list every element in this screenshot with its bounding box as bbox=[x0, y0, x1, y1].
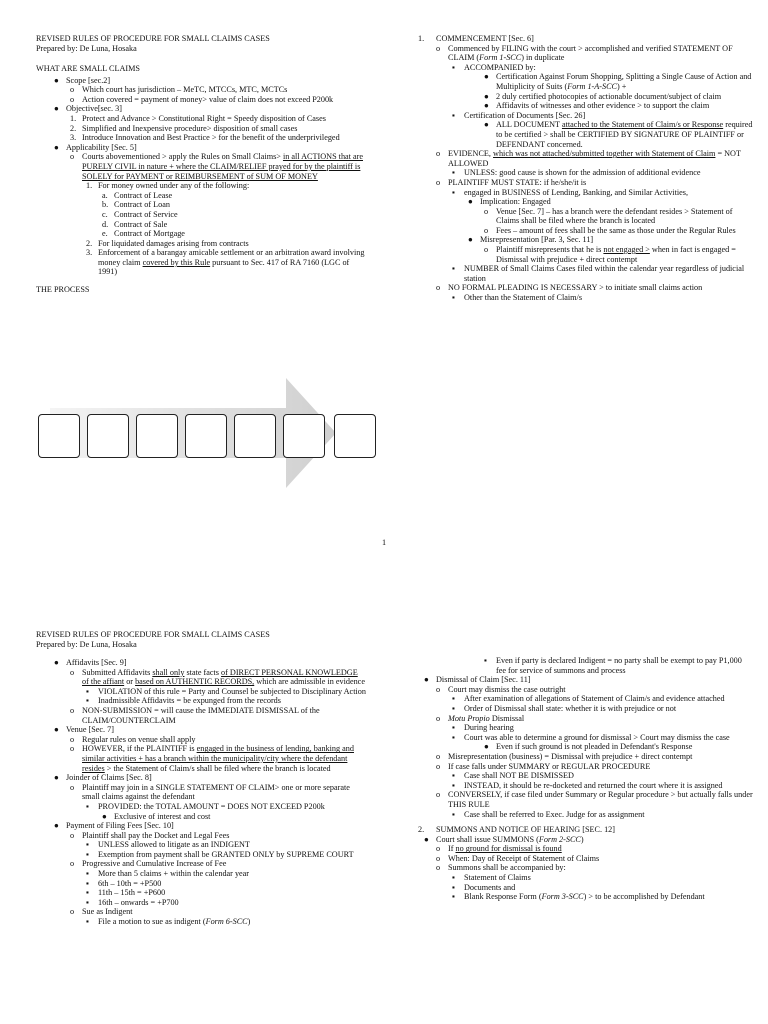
list-item: o PLAINTIFF MUST STATE: if he/she/it is bbox=[436, 177, 587, 187]
square-bullet-icon: ▪ bbox=[86, 878, 89, 888]
circle-bullet-icon: o bbox=[70, 152, 75, 162]
square-bullet-icon: ▪ bbox=[86, 888, 89, 898]
list-item: o Sue as Indigent bbox=[70, 907, 133, 917]
list-item: ▪ File a motion to sue as indigent (Form 6-SCC) bbox=[86, 917, 251, 927]
circle-bullet-icon: o bbox=[70, 734, 75, 744]
bullet-icon: ● bbox=[468, 235, 473, 245]
process-step-box bbox=[185, 414, 227, 458]
list-item: ● Implication: Engaged bbox=[468, 197, 551, 207]
square-bullet-icon: ▪ bbox=[452, 187, 455, 197]
page-header bbox=[36, 34, 270, 53]
list-item: ● Venue [Sec. 7] bbox=[54, 725, 114, 735]
list-item: ▪ ACCOMPANIED by: bbox=[452, 62, 536, 72]
list-item: o HOWEVER, if the PLAINTIFF is engaged in the business of lending, banking and similar activities + has a branch within the municipality/city where the defendant resides > the Statement of Claim/s shall be filed where the branch is located bbox=[70, 744, 354, 773]
list-item: 2. Simplified and Inexpensive procedure> disposition of small cases bbox=[70, 123, 298, 133]
list-item: ● Affidavits of witnesses and other evidence > to support the claim bbox=[484, 101, 710, 111]
square-bullet-icon: ▪ bbox=[86, 897, 89, 907]
square-bullet-icon: ▪ bbox=[452, 771, 455, 781]
list-item: o Fees – amount of fees shall be the same as those under the Regular Rules bbox=[484, 225, 736, 235]
list-item: ▪ 6th – 10th = +P500 bbox=[86, 878, 162, 888]
list-item: o NO FORMAL PLEADING IS NECESSARY > to initiate small claims action bbox=[436, 283, 703, 293]
list-item: ▪ PROVIDED: the TOTAL AMOUNT = DOES NOT EXCEED P200k bbox=[86, 801, 325, 811]
list-item: o Court may dismiss the case outright bbox=[436, 684, 566, 694]
bullet-icon: ● bbox=[54, 658, 59, 667]
bullet-icon: ● bbox=[102, 811, 107, 821]
square-bullet-icon: ▪ bbox=[452, 694, 455, 704]
list-item: o EVIDENCE, which was not attached/submitted together with Statement of Claim = NOT ALLOWED bbox=[436, 149, 741, 168]
list-item: o Misrepresentation (business) = Dismissal with prejudice + direct contempt bbox=[436, 751, 693, 761]
page-number: 1 bbox=[382, 538, 387, 547]
list-item: 1. Protect and Advance > Constitutional Right = Speedy disposition of Cases bbox=[70, 113, 326, 123]
list-item: 3. Enforcement of a barangay amicable settlement or an arbitration award involving money claim covered by this Rule pursuant to Sec. 417 of RA 7160 (LGC of 1991) bbox=[86, 248, 365, 277]
bullet-icon: ● bbox=[484, 120, 489, 130]
list-item: ● Dismissal of Claim [Sec. 11] bbox=[424, 675, 531, 685]
list-item: ● 2 duly certified photocopies of actionable document/subject of claim bbox=[484, 91, 722, 101]
circle-bullet-icon: o bbox=[436, 149, 441, 159]
square-bullet-icon: ▪ bbox=[452, 732, 455, 742]
list-item: 3. Introduce Innovation and Best Practice > for the benefit of the underprivileged bbox=[70, 133, 340, 143]
process-step-box bbox=[334, 414, 376, 458]
list-item: ▪ Inadmissible Affidavits = be expunged from the records bbox=[86, 696, 281, 706]
page-header bbox=[36, 630, 270, 649]
bullet-icon: ● bbox=[54, 104, 59, 114]
page-gap bbox=[0, 566, 768, 580]
document-title: REVISED RULES OF PROCEDURE FOR SMALL CLAIMS CASES bbox=[36, 34, 270, 43]
square-bullet-icon: ▪ bbox=[86, 917, 89, 927]
square-bullet-icon: ▪ bbox=[452, 293, 455, 303]
list-item: ▪ Exemption from payment shall be GRANTED ONLY by SUPREME COURT bbox=[86, 849, 354, 859]
prepared-by: Prepared by: De Luna, Hosaka bbox=[36, 43, 137, 53]
list-item: o NON-SUBMISSION = will cause the IMMEDIATE DISMISSAL of the CLAIM/COUNTERCLAIM bbox=[70, 705, 320, 725]
circle-bullet-icon: o bbox=[70, 667, 75, 677]
list-item: ▪ engaged in BUSINESS of Lending, Banking, and Similar Activities, bbox=[452, 187, 688, 197]
list-item: ▪ 16th – onwards = +P700 bbox=[86, 897, 179, 907]
circle-bullet-icon: o bbox=[70, 907, 75, 917]
list-item: o Which court has jurisdiction – MeTC, MTCCs, MTC, MCTCs bbox=[70, 85, 288, 95]
circle-bullet-icon: o bbox=[70, 782, 75, 792]
process-step-box bbox=[283, 414, 325, 458]
list-item: ▪ Statement of Claims bbox=[452, 873, 531, 883]
list-item: ▪ NUMBER of Small Claims Cases filed within the calendar year regardless of judicial station bbox=[452, 264, 745, 283]
left-column bbox=[36, 64, 366, 297]
bullet-icon: ● bbox=[54, 821, 59, 831]
list-item: ▪ Blank Response Form (Form 3-SCC) > to be accomplished by Defendant bbox=[452, 892, 705, 902]
circle-bullet-icon: o bbox=[436, 844, 441, 854]
list-item: o Courts abovementioned > apply the Rules on Small Claims> in all ACTIONS that are PURELY CIVIL in nature + where the CLAIM/RELIEF prayed for by the plaintiff is SOLELY for PAYMENT or REIMBURSEMENT of SUM OF MONEY bbox=[70, 152, 363, 181]
circle-bullet-icon: o bbox=[70, 94, 75, 104]
circle-bullet-icon: o bbox=[436, 751, 441, 761]
circle-bullet-icon: o bbox=[436, 790, 441, 800]
list-item: ▪ Even if party is declared Indigent = no party shall be exempt to pay P1,000 fee for service of summons and process bbox=[484, 656, 742, 675]
square-bullet-icon: ▪ bbox=[86, 840, 89, 850]
list-item: ● Applicability [Sec. 5] bbox=[54, 142, 137, 152]
bullet-icon: ● bbox=[424, 834, 429, 844]
list-item: ● Scope [sec.2] bbox=[54, 75, 111, 85]
bullet-icon: ● bbox=[54, 773, 59, 783]
circle-bullet-icon: o bbox=[70, 744, 75, 754]
list-item: o CONVERSELY, if case filed under Summary or Regular procedure > but actually falls under THIS RULE bbox=[436, 790, 753, 809]
square-bullet-icon: ▪ bbox=[484, 656, 487, 665]
list-item: ▪ During hearing bbox=[452, 723, 514, 733]
bullet-icon: ● bbox=[484, 101, 489, 111]
square-bullet-icon: ▪ bbox=[452, 809, 455, 819]
list-item: 2. SUMMONS AND NOTICE OF HEARING [SEC. 12] bbox=[418, 825, 615, 835]
list-item: ▪ Case shall NOT BE DISMISSED bbox=[452, 771, 574, 781]
circle-bullet-icon: o bbox=[70, 705, 75, 715]
document-title: REVISED RULES OF PROCEDURE FOR SMALL CLAIMS CASES bbox=[36, 630, 270, 639]
process-title: THE PROCESS bbox=[36, 285, 90, 295]
circle-bullet-icon: o bbox=[436, 713, 441, 723]
list-item: o Progressive and Cumulative Increase of Fee bbox=[70, 859, 227, 869]
list-item: ▪ Other than the Statement of Claim/s bbox=[452, 293, 583, 303]
circle-bullet-icon: o bbox=[70, 85, 75, 95]
list-item: o Plaintiff misrepresents that he is not engaged > when in fact is engaged = Dismissal with prejudice + direct contempt bbox=[484, 245, 736, 264]
list-item: ▪ Case shall be referred to Exec. Judge for as assignment bbox=[452, 809, 645, 819]
list-item: ● Joinder of Claims [Sec. 8] bbox=[54, 773, 152, 783]
list-item: 2. For liquidated damages arising from contracts bbox=[86, 238, 249, 248]
process-step-box bbox=[136, 414, 178, 458]
square-bullet-icon: ▪ bbox=[452, 168, 455, 178]
list-item: a. Contract of Lease bbox=[102, 190, 173, 200]
list-item: o If case falls under SUMMARY or REGULAR PROCEDURE bbox=[436, 761, 651, 771]
list-item: o Submitted Affidavits shall only state facts of DIRECT PERSONAL KNOWLEDGE of the affiant or based on AUTHENTIC RECORDS, which are admissible in evidence bbox=[70, 667, 365, 687]
list-item: ● ALL DOCUMENT attached to the Statement of Claim/s or Response required to be certified > shall be CERTIFIED BY SIGNATURE OF PLAINTIFF or DEFENDANT concerned. bbox=[484, 120, 753, 149]
process-step-box bbox=[234, 414, 276, 458]
list-item: o When: Day of Receipt of Statement of Claims bbox=[436, 853, 600, 863]
list-item: ● Even if such ground is not pleaded in Defendant's Response bbox=[484, 742, 693, 752]
square-bullet-icon: ▪ bbox=[86, 849, 89, 859]
list-item: ▪ INSTEAD, it should be re-docketed and returned the court where it is assigned bbox=[452, 780, 723, 790]
list-item: ▪ VIOLATION of this rule = Party and Counsel be subjected to Disciplinary Action bbox=[86, 686, 366, 696]
list-item: o Commenced by FILING with the court > accomplished and verified STATEMENT OF CLAIM (Form 1-SCC) in duplicate bbox=[436, 43, 733, 63]
bullet-icon: ● bbox=[484, 742, 489, 752]
list-item: ● Payment of Filing Fees [Sec. 10] bbox=[54, 821, 174, 831]
square-bullet-icon: ▪ bbox=[86, 686, 89, 696]
list-item: o Plaintiff may join in a SINGLE STATEMENT OF CLAIM> one or more separate small claims against the defendant bbox=[70, 782, 350, 802]
list-item: ▪ UNLESS: good cause is shown for the admission of additional evidence bbox=[452, 168, 701, 178]
circle-bullet-icon: o bbox=[436, 43, 441, 53]
process-step-box bbox=[38, 414, 80, 458]
list-item: o Venue [Sec. 7] – has a branch were the defendant resides > Statement of Claims shall be filed where the branch is located bbox=[484, 206, 733, 226]
square-bullet-icon: ▪ bbox=[452, 62, 455, 72]
section-title: WHAT ARE SMALL CLAIMS bbox=[36, 64, 140, 73]
square-bullet-icon: ▪ bbox=[452, 780, 455, 790]
process-step-box bbox=[87, 414, 129, 458]
list-item: ● Misrepresentation [Par. 3, Sec. 11] bbox=[468, 235, 594, 245]
bullet-icon: ● bbox=[54, 142, 59, 152]
bullet-icon: ● bbox=[484, 72, 489, 82]
bullet-icon: ● bbox=[54, 75, 59, 85]
list-item: o Summons shall be accompanied by: bbox=[436, 863, 566, 873]
circle-bullet-icon: o bbox=[436, 761, 441, 771]
list-item: o Regular rules on venue shall apply bbox=[70, 734, 196, 744]
list-item: ● Affidavits [Sec. 9] bbox=[54, 658, 127, 667]
list-item: d. Contract of Sale bbox=[102, 219, 168, 229]
circle-bullet-icon: o bbox=[436, 863, 441, 873]
square-bullet-icon: ▪ bbox=[86, 869, 89, 879]
square-bullet-icon: ▪ bbox=[452, 110, 455, 120]
bullet-icon: ● bbox=[468, 197, 473, 207]
square-bullet-icon: ▪ bbox=[452, 882, 455, 892]
page-2 bbox=[0, 580, 768, 1024]
circle-bullet-icon: o bbox=[436, 177, 441, 187]
list-item: o Action covered = payment of money> value of claim does not exceed P200k bbox=[70, 94, 334, 104]
list-item: ● Exclusive of interest and cost bbox=[102, 811, 211, 821]
bullet-icon: ● bbox=[424, 675, 429, 685]
list-item: ▪ Court was able to determine a ground for dismissal > Court may dismiss the case bbox=[452, 732, 730, 742]
bullet-icon: ● bbox=[54, 725, 59, 735]
square-bullet-icon: ▪ bbox=[452, 264, 455, 274]
list-item: c. Contract of Service bbox=[102, 209, 178, 219]
list-item: ● Court shall issue SUMMONS (Form 2-SCC) bbox=[424, 834, 584, 844]
list-item: o Plaintiff shall pay the Docket and Legal Fees bbox=[70, 830, 230, 840]
square-bullet-icon: ▪ bbox=[86, 696, 89, 706]
list-item: ▪ After examination of allegations of Statement of Claim/s and evidence attached bbox=[452, 694, 725, 704]
circle-bullet-icon: o bbox=[70, 859, 75, 869]
list-item: ▪ 11th – 15th = +P600 bbox=[86, 888, 166, 898]
square-bullet-icon: ▪ bbox=[452, 723, 455, 733]
circle-bullet-icon: o bbox=[436, 853, 441, 863]
circle-bullet-icon: o bbox=[436, 283, 441, 293]
square-bullet-icon: ▪ bbox=[452, 873, 455, 883]
circle-bullet-icon: o bbox=[484, 206, 489, 216]
square-bullet-icon: ▪ bbox=[86, 801, 89, 811]
list-item: ● Objective[sec. 3] bbox=[54, 104, 122, 114]
list-item: ▪ Certification of Documents [Sec. 26] bbox=[452, 110, 586, 120]
list-item: o Motu Propio Dismissal bbox=[436, 713, 525, 723]
list-item: e. Contract of Mortgage bbox=[102, 229, 185, 239]
list-item: ▪ Documents and bbox=[452, 882, 516, 892]
list-item: ● Certification Against Forum Shopping, Splitting a Single Cause of Action and Multiplicity of Suits (Form 1-A-SCC) + bbox=[484, 72, 752, 91]
bullet-icon: ● bbox=[484, 91, 489, 101]
circle-bullet-icon: o bbox=[484, 225, 489, 235]
process-diagram bbox=[36, 378, 380, 488]
list-item: b. Contract of Loan bbox=[102, 200, 170, 210]
right-column bbox=[418, 656, 753, 902]
square-bullet-icon: ▪ bbox=[452, 892, 455, 902]
left-column bbox=[36, 658, 366, 927]
circle-bullet-icon: o bbox=[484, 245, 489, 255]
list-item: o If no ground for dismissal is found bbox=[436, 844, 562, 854]
square-bullet-icon: ▪ bbox=[452, 703, 455, 713]
list-item: 1. For money owned under any of the following: bbox=[86, 181, 250, 191]
circle-bullet-icon: o bbox=[436, 684, 441, 694]
prepared-by: Prepared by: De Luna, Hosaka bbox=[36, 639, 137, 649]
circle-bullet-icon: o bbox=[70, 830, 75, 840]
list-item: ▪ More than 5 claims + within the calendar year bbox=[86, 869, 250, 879]
list-item: 1. COMMENCEMENT [Sec. 6] bbox=[418, 34, 534, 43]
list-item: ▪ Order of Dismissal shall state: whether it is with prejudice or not bbox=[452, 703, 677, 713]
list-item: ▪ UNLESS allowed to litigate as an INDIGENT bbox=[86, 840, 250, 850]
right-column bbox=[418, 34, 753, 303]
